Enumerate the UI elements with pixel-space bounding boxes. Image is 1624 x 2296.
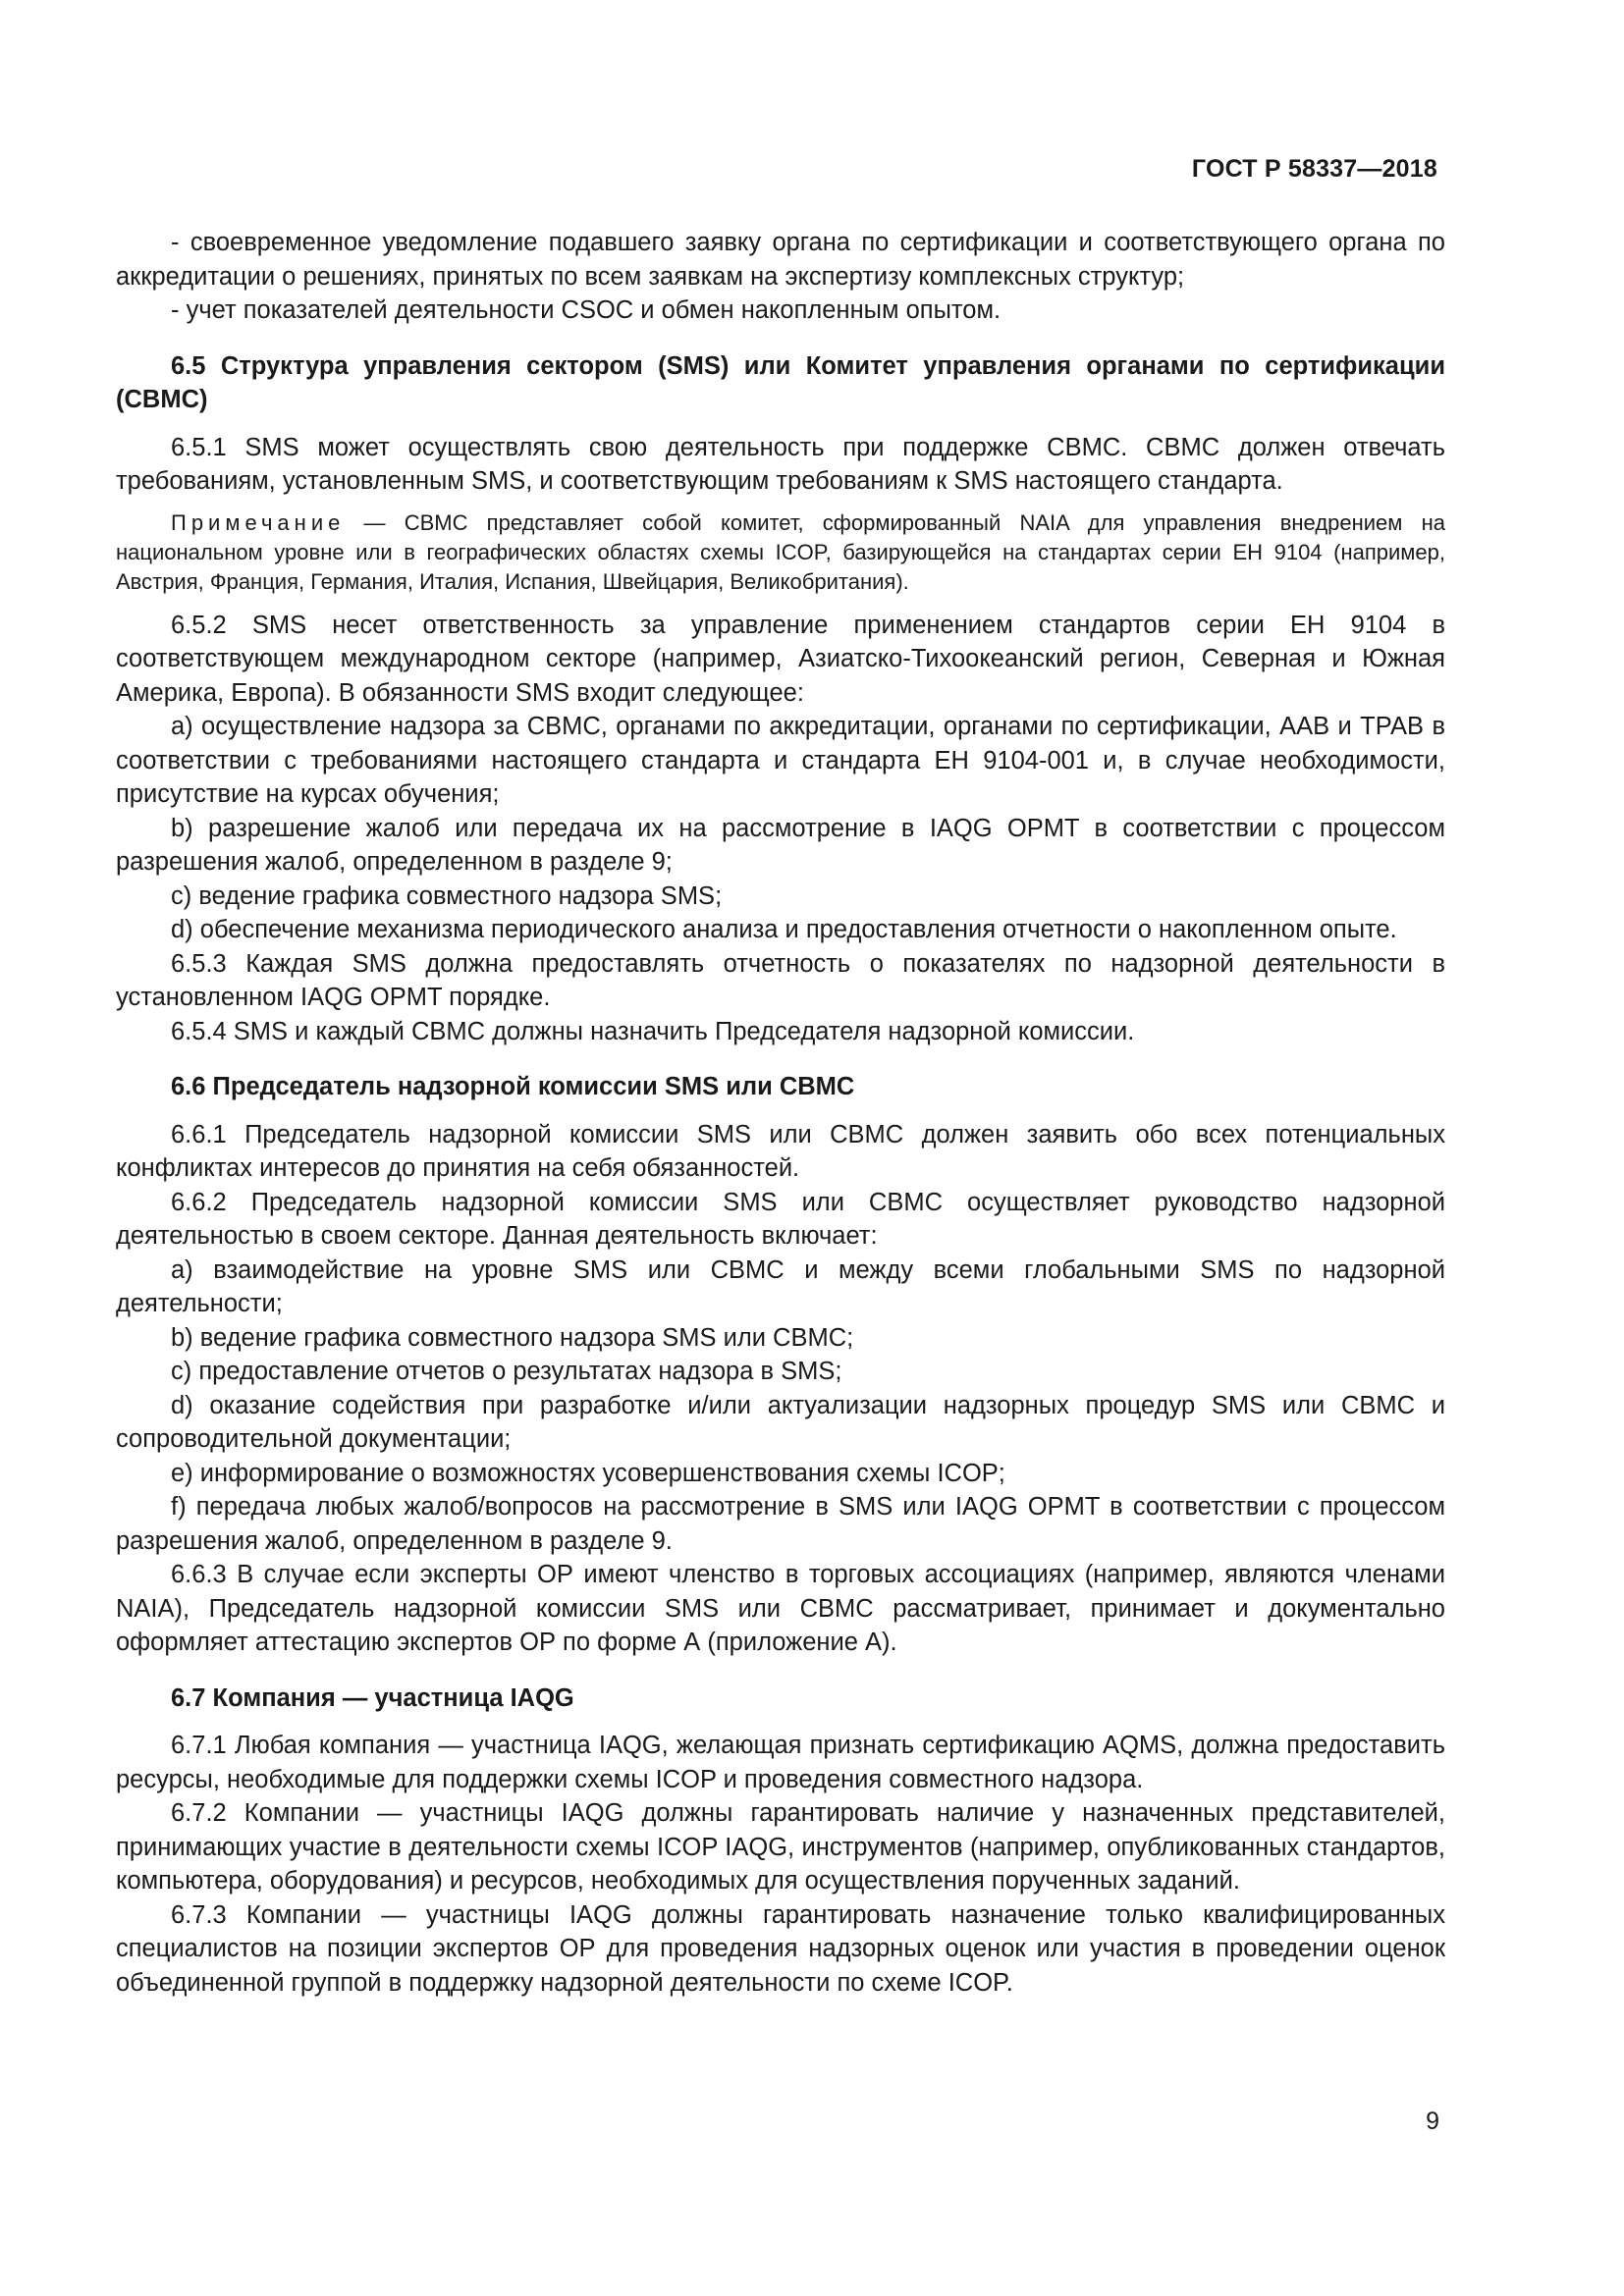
body-paragraph: 6.6.2 Председатель надзорной комиссии SMS или СВМС осуществляет руководство надзорной деятельностью в своем секторе. Данная деятельность включает: xyxy=(116,1188,1445,1250)
body-paragraph: c) ведение графика совместного надзора SMS; xyxy=(171,881,723,910)
body-paragraph: 6.7.2 Компании — участницы IAQG должны гарантировать наличие у назначенных представителей, принимающих участие в деятельности схемы ICOP IAQG, инструментов (например, опубликованных стандартов, компьютера, оборудования) и ресурсов, необходимых для осуществления порученных заданий. xyxy=(116,1799,1445,1895)
document-header: ГОСТ Р 58337—2018 xyxy=(1191,155,1437,183)
body-paragraph: e) информирование о возможностях усовершенствования схемы ICOP; xyxy=(171,1459,1005,1487)
page-number: 9 xyxy=(1426,2108,1439,2135)
body-paragraph: 6.7.3 Компании — участницы IAQG должны гарантировать назначение только квалифицированных специалистов на позиции экспертов ОР для проведения надзорных оценок или участия в проведении оценок объединенной группой в поддержку надзорной деятельности по схеме ICOP. xyxy=(116,1900,1445,1997)
body-paragraph: b) разрешение жалоб или передача их на рассмотрение в IAQG OPMT в соответствии с процессом разрешения жалоб, определенном в разделе 9; xyxy=(116,814,1445,876)
body-paragraph: f) передача любых жалоб/вопросов на рассмотрение в SMS или IAQG OPMT в соответствии с процессом разрешения жалоб, определенном в разделе 9. xyxy=(116,1493,1445,1555)
body-paragraph: 6.6.1 Председатель надзорной комиссии SMS или СВМС должен заявить обо всех потенциальных конфликтах интересов до принятия на себя обязанностей. xyxy=(116,1120,1445,1182)
note-paragraph xyxy=(116,508,1445,597)
section-heading: 6.6 Председатель надзорной комиссии SMS или СВМС xyxy=(171,1073,855,1100)
body-paragraph: 6.7.1 Любая компания — участница IAQG, желающая признать сертификацию AQMS, должна предоставить ресурсы, необходимые для поддержки схемы ICOP и проведения совместного надзора. xyxy=(116,1732,1445,1793)
body-paragraph: - своевременное уведомление подавшего заявку органа по сертификации и соответствующего органа по аккредитации о решениях, принятых по всем заявкам на экспертизу комплексных структур; xyxy=(116,229,1445,291)
document-body xyxy=(116,226,1445,2000)
body-paragraph: d) оказание содействия при разработке и/или актуализации надзорных процедур SMS или СВМС и сопроводительной документации; xyxy=(116,1391,1445,1453)
body-paragraph: a) осуществление надзора за СВМС, органами по аккредитации, органами по сертификации, ААВ и ТРАВ в соответствии с требованиями настоящего стандарта и стандарта ЕН 9104-001 и, в случае необходимости, присутствие на курсах обучения; xyxy=(116,713,1445,808)
body-paragraph: a) взаимодействие на уровне SMS или СВМС и между всеми глобальными SMS по надзорной деятельности; xyxy=(116,1255,1445,1317)
body-paragraph: d) обеспечение механизма периодического анализа и предоставления отчетности о накопленном опыте. xyxy=(171,916,1397,943)
section-heading: 6.5 Структура управления сектором (SMS) или Комитет управления органами по сертификации (СВМС) xyxy=(116,351,1445,413)
note-label: Примечание xyxy=(171,509,346,535)
body-paragraph: b) ведение графика совместного надзора SMS или СВМС; xyxy=(171,1323,854,1352)
note-text: — СВМС представляет собой комитет, сформированный NAIA для управления внедрением на национальном уровне или в географических областях схемы ICOP, базирующейся на стандартах серии ЕН 9104 (например, Австрия, Франция, Германия, Италия, Испания, Швейцария, Великобритания). xyxy=(116,509,1445,594)
section-heading: 6.7 Компания — участница IAQG xyxy=(171,1683,574,1712)
body-paragraph: 6.5.1 SMS может осуществлять свою деятельность при поддержке СВМС. СВМС должен отвечать требованиям, установленным SMS, и соответствующим требованиям к SMS настоящего стандарта. xyxy=(116,433,1445,495)
body-paragraph: 6.5.2 SMS несет ответственность за управление применением стандартов серии ЕН 9104 в соответствующем международном секторе (например, Азиатско-Тихоокеанский регион, Северная и Южная Америка, Европа). В обязанности SMS входит следующее: xyxy=(116,611,1445,707)
body-paragraph: 6.5.4 SMS и каждый СВМС должны назначить Председателя надзорной комиссии. xyxy=(171,1017,1135,1045)
body-paragraph: 6.5.3 Каждая SMS должна предоставлять отчетность о показателях по надзорной деятельности в установленном IAQG OPMT порядке. xyxy=(116,949,1445,1011)
body-paragraph: - учет показателей деятельности CSOC и обмен накопленным опытом. xyxy=(171,296,1001,324)
body-paragraph: c) предоставление отчетов о результатах надзора в SMS; xyxy=(171,1358,842,1385)
body-paragraph: 6.6.3 В случае если эксперты ОР имеют членство в торговых ассоциациях (например, являются членами NAIA), Председатель надзорной комиссии SMS или СВМС рассматривает, принимает и документально оформляет аттестацию экспертов ОР по форме А (приложение А). xyxy=(116,1561,1445,1656)
